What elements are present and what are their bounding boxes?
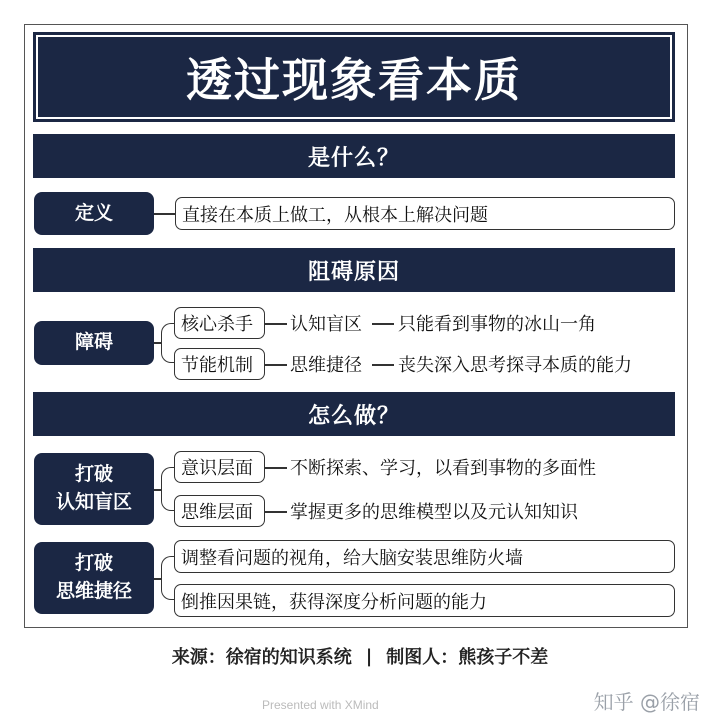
connector — [265, 467, 287, 469]
zhihu-watermark: 知乎 @徐宿 — [593, 690, 700, 714]
connector — [372, 364, 394, 366]
footer-author: 制图人：熊孩子不差 — [386, 647, 549, 668]
footer-separator: | — [365, 645, 373, 667]
blind-spot: 认知盲区 — [290, 314, 362, 335]
connector — [265, 323, 287, 325]
connector — [161, 556, 175, 579]
connector — [161, 323, 175, 343]
node-definition: 定义 — [34, 192, 154, 235]
branch-core-killer: 核心杀手 — [174, 307, 265, 339]
thinking-detail: 掌握更多的思维模型以及元认知知识 — [290, 502, 578, 523]
shortcut-action-2: 倒推因果链，获得深度分析问题的能力 — [174, 584, 675, 617]
footer — [0, 636, 720, 676]
node-line: 打破 — [74, 463, 113, 486]
section-how: 怎么做？ — [33, 392, 675, 436]
node-break-blind-spot — [34, 453, 154, 525]
xmind-credit: Presented with XMind — [262, 698, 379, 712]
node-line: 思维捷径 — [55, 580, 132, 602]
connector — [161, 342, 175, 363]
awareness-detail: 不断探索、学习，以看到事物的多面性 — [290, 458, 596, 479]
connector — [372, 323, 394, 325]
branch-energy-saving: 节能机制 — [174, 348, 265, 380]
connector — [154, 213, 176, 215]
section-what: 是什么？ — [33, 134, 675, 178]
node-obstacle: 障碍 — [34, 321, 154, 365]
node-line: 打破 — [74, 552, 113, 575]
shortcut: 思维捷径 — [290, 355, 362, 376]
connector — [265, 364, 287, 366]
section-obstacle: 阻碍原因 — [33, 248, 675, 292]
definition-text: 直接在本质上做工，从根本上解决问题 — [175, 197, 675, 230]
branch-awareness: 意识层面 — [174, 451, 265, 483]
connector — [161, 489, 175, 511]
node-break-shortcut — [34, 542, 154, 614]
blind-spot-detail: 只能看到事物的冰山一角 — [398, 314, 596, 335]
connector — [265, 511, 287, 513]
shortcut-action-1: 调整看问题的视角，给大脑安装思维防火墙 — [174, 540, 675, 573]
connector — [161, 467, 175, 490]
node-line: 认知盲区 — [55, 491, 132, 513]
page-title: 透过现象看本质 — [33, 32, 675, 122]
shortcut-detail: 丧失深入思考探寻本质的能力 — [398, 355, 632, 376]
footer-source: 来源：徐宿的知识系统 — [171, 647, 352, 668]
connector — [161, 578, 175, 600]
branch-thinking: 思维层面 — [174, 495, 265, 527]
